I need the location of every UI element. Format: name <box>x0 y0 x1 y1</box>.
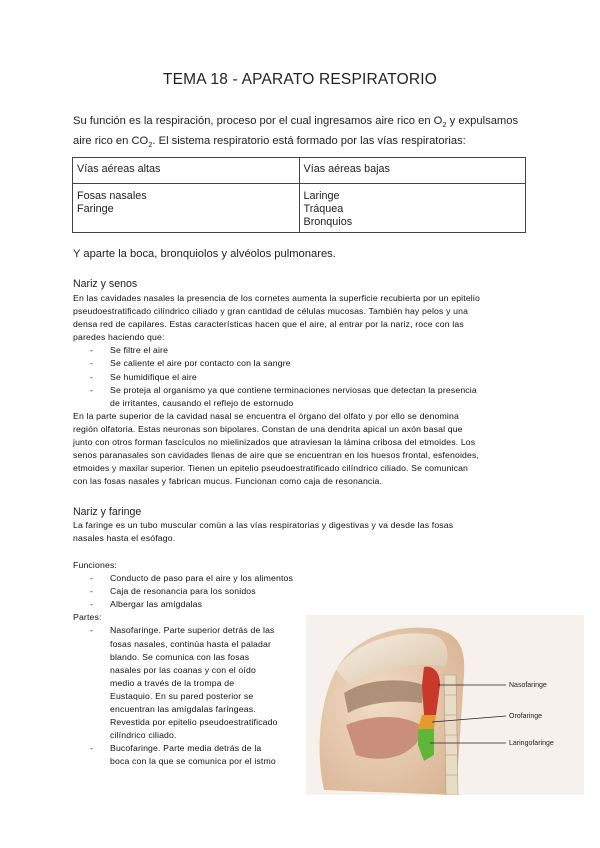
section-heading-nariz-faringe: Nariz y faringe <box>73 506 142 518</box>
list-item: - Albergar las amígdalas <box>73 598 333 611</box>
table-cell-item: Tráquea <box>303 202 344 215</box>
funciones-block <box>73 559 333 769</box>
table-cell-item: Faringe <box>77 202 114 215</box>
partes-label: Partes: <box>73 612 102 623</box>
pharynx-anatomy-figure <box>306 615 584 795</box>
list-item: - Se humidifique el aire <box>73 371 538 384</box>
airways-table-row <box>73 184 526 233</box>
airways-table-header <box>73 158 526 184</box>
text-line: En las cavidades nasales la presencia de los cornetes aumenta la superficie recubierta por un epitelio <box>73 293 480 303</box>
nariz-senos-bullets <box>73 344 538 409</box>
nariz-faringe-intro <box>73 519 538 545</box>
intro-line-1: Su función es la respiración, proceso por el cual ingresamos aire rico en $O_2$ y expulsamos <box>73 115 519 130</box>
intro-paragraph <box>73 113 533 153</box>
label-orofaringe: Orofaringe <box>509 713 543 720</box>
text-line: En la parte superior de la cavidad nasal se encuentra el órgano del olfato y por ello se denomina <box>73 410 459 421</box>
text-line: pseudoestratificado cilíndrico ciliado y gran cantidad de células mucosas. También hay pelos y una <box>73 306 469 317</box>
table-cell-item: Bronquios <box>303 215 353 228</box>
text-line: junto con otros forman fascículos no mielinizados que atraviesan la lámina cribosa del etmoides. Los <box>73 437 476 448</box>
partes-list <box>73 624 333 768</box>
label-nasofaringe: Nasofaringe <box>509 682 547 689</box>
lower-airways-cell <box>299 184 526 233</box>
header-lower-airways: Vías aéreas bajas <box>299 158 526 184</box>
list-item: - Conducto de paso para el aire y los alimentos <box>73 572 333 585</box>
funciones-label: Funciones: <box>73 560 117 570</box>
list-item-continuation: de irritantes, causando el reflejo de estornudo <box>110 397 294 408</box>
airways-table <box>72 157 526 233</box>
list-item: - Caja de resonancia para los sonidos <box>73 585 333 598</box>
text-line: La faringe es un tubo muscular común a las vías respiratorias y digestivas y va desde las fosas <box>73 520 454 530</box>
text-line: paredes haciendo que: <box>73 332 165 343</box>
text-line: región olfatoria. Estas neuronas son bipolares. Constan de una dendrita apical un axón basal que <box>73 423 463 434</box>
list-item: - Se filtre el aire <box>73 344 538 357</box>
label-laringofaringe: Laringofaringe <box>509 740 554 747</box>
page-title: TEMA 18 - APARATO RESPIRATORIO <box>162 71 438 88</box>
text-line: etmoides y maxilar superior. Tienen un epitelio pseudoestratificado cilíndrico ciliado. Se comunican <box>73 463 469 474</box>
list-item: - Se caliente el aire por contacto con la sangre <box>73 357 538 370</box>
nariz-senos-body <box>73 292 538 488</box>
list-item: - Se proteja al organismo ya que contiene terminaciones nerviosas que detectan la presencia <box>73 384 538 397</box>
after-table-text: Y aparte la boca, bronquiolos y alvéolos pulmonares. <box>73 248 336 260</box>
section-heading-nariz-senos: Nariz y senos <box>73 278 138 290</box>
text-line: nasales hasta el esófago. <box>73 533 176 544</box>
upper-airways-cell <box>73 184 300 233</box>
table-cell-item: Fosas nasales <box>77 190 147 202</box>
funciones-list <box>73 572 333 611</box>
intro-line-2: aire rico en $CO_2$. El sistema respiratorio está formado por las vías respiratorias: <box>73 135 466 150</box>
text-line: con las fosas nasales y fabrican mucus. Funcionan como caja de resonancia. <box>73 476 383 487</box>
text-line: senos paranasales son cavidades llenas de aire que se encuentran en los huesos frontal, esfenoides, <box>73 450 480 461</box>
list-item-bucofaringe: - Bucofaringe. Parte media detrás de la boca con la que se comunica por el istmo <box>73 742 333 768</box>
table-cell-item: Laringe <box>303 190 340 202</box>
text-line: densa red de capilares. Estas características hacen que el aire, al entrar por la nariz, roce con las <box>73 319 464 330</box>
header-upper-airways: Vías aéreas altas <box>73 158 300 184</box>
list-item-nasofaringe: - Nasofaringe. Parte superior detrás de las fosas nasales, continúa hasta el paladar blando. Se comunica con las fosas nasales por las coanas y con el oído medio a través de la trompa de Eustaquio. En su pared posterior se encuentran las amígdalas faríngeas. Revestida por epitelio pseudoestratificado cilíndrico ciliado. <box>73 624 333 742</box>
